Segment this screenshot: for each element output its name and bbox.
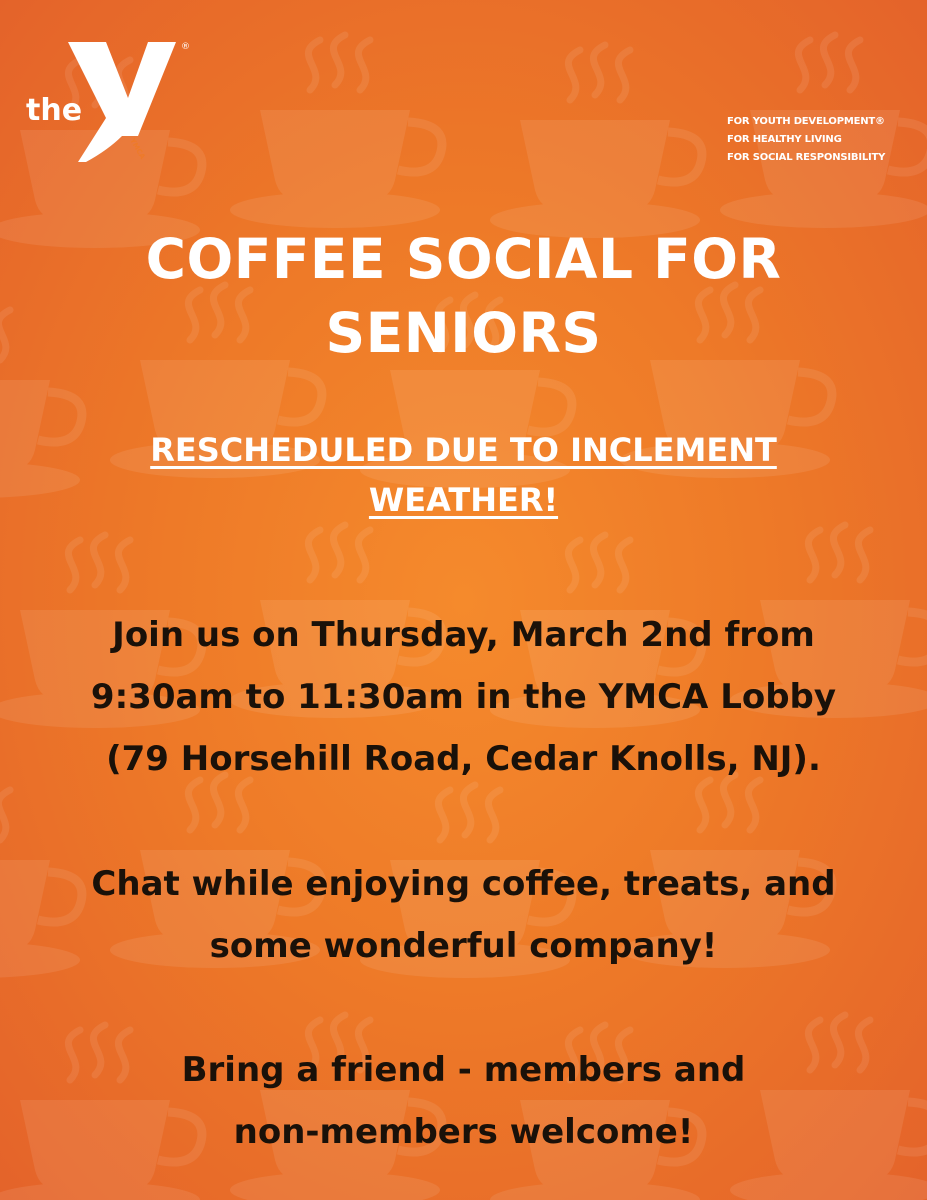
event-title: [40, 222, 887, 370]
event-activities-line: some wonderful company!: [209, 926, 718, 966]
ymca-logo: [26, 40, 206, 170]
tagline-line: FOR HEALTHY LIVING: [727, 134, 842, 145]
event-activities: [20, 853, 907, 977]
ymca-logo-icon: [26, 40, 206, 170]
tagline-line: FOR SOCIAL RESPONSIBILITY: [727, 152, 886, 163]
logo-registered-mark: ®: [181, 42, 190, 52]
logo-vertical-text: YMCA: [128, 137, 147, 161]
event-invite: [20, 1039, 907, 1163]
event-title-line: COFFEE SOCIAL FOR: [145, 227, 782, 291]
tagline-line: FOR YOUTH DEVELOPMENT®: [727, 116, 885, 127]
event-details-line: Join us on Thursday, March 2nd from: [112, 615, 815, 655]
event-invite-line: Bring a friend - members and: [181, 1050, 746, 1090]
ymca-tagline: [727, 113, 917, 167]
event-title-line: SENIORS: [325, 301, 602, 365]
event-details: [20, 604, 907, 790]
reschedule-notice-line: WEATHER!: [368, 481, 559, 519]
event-details-line: (79 Horsehill Road, Cedar Knolls, NJ).: [106, 739, 821, 779]
reschedule-notice-line: RESCHEDULED DUE TO INCLEMENT: [150, 431, 777, 469]
event-details-line: 9:30am to 11:30am in the YMCA Lobby: [90, 677, 837, 717]
event-activities-line: Chat while enjoying coffee, treats, and: [91, 864, 836, 904]
event-invite-line: non-members welcome!: [233, 1112, 694, 1152]
reschedule-notice: [40, 425, 887, 525]
logo-word: the: [26, 93, 83, 128]
